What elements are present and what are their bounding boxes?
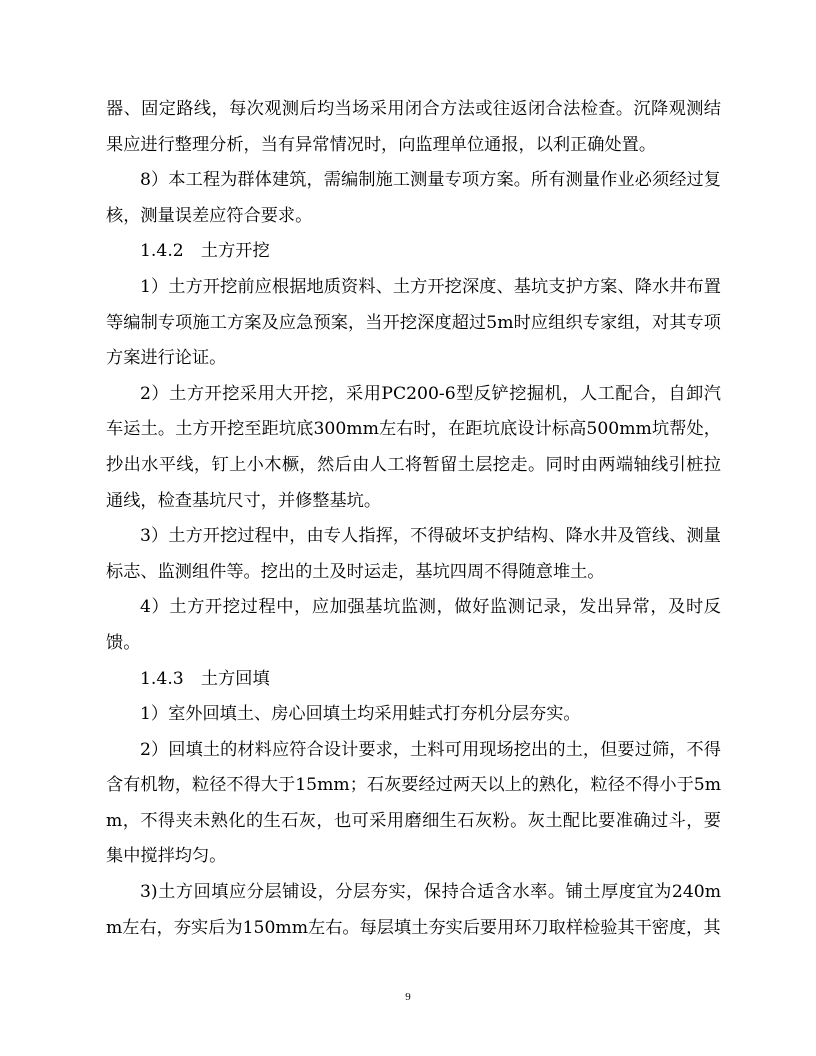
section-heading-1-4-2: 1.4.2 土方开挖 [140, 241, 270, 262]
paragraph-backfill-3: 3)土方回填应分层铺设，分层夯实，保持合适含水率。铺土厚度宜为240mm左右，夯实后为150mm左右。每层填土夯实后要用环刀取样检验其干密度，其 [106, 882, 721, 938]
paragraph-continuation: 器、固定路线，每次观测后均当场采用闭合方法或往返闭合法检查。沉降观测结果应进行整理分析，当有异常情况时，向监理单位通报，以利正确处置。 [106, 99, 721, 155]
paragraph-excavation-4: 4）土方开挖过程中，应加强基坑监测，做好监测记录，发出异常，及时反馈。 [106, 597, 721, 653]
paragraph-item-8: 8）本工程为群体建筑，需编制施工测量专项方案。所有测量作业必须经过复核，测量误差应符合要求。 [106, 170, 721, 226]
paragraph-backfill-1: 1）室外回填土、房心回填土均采用蛙式打夯机分层夯实。 [140, 704, 581, 725]
page-number: 9 [405, 991, 411, 1003]
paragraph-excavation-1: 1）土方开挖前应根据地质资料、土方开挖深度、基坑支护方案、降水井布置等编制专项施工方案及应急预案，当开挖深度超过5m时应组织专家组，对其专项方案进行论证。 [106, 276, 721, 369]
paragraph-excavation-3: 3）土方开挖过程中，由专人指挥，不得破坏支护结构、降水井及管线、测量标志、监测组件等。挖出的土及时运走，基坑四周不得随意堆土。 [106, 526, 721, 582]
section-heading-1-4-3: 1.4.3 土方回填 [140, 668, 270, 689]
page-body [106, 92, 721, 946]
paragraph-excavation-2: 2）土方开挖采用大开挖，采用PC200-6型反铲挖掘机，人工配合，自卸汽车运土。土方开挖至距坑底300mm左右时，在距坑底设计标高500mm坑帮处，抄出水平线，钉上小木橛，然后由人工将暂留土层挖走。同时由两端轴线引桩拉通线，检查基坑尺寸，并修整基坑。 [106, 383, 721, 511]
paragraph-backfill-2: 2）回填土的材料应符合设计要求，土料可用现场挖出的土，但要过筛，不得含有机物，粒径不得大于15mm；石灰要经过两天以上的熟化，粒径不得小于5mm，不得夹未熟化的生石灰，也可采用磨细生石灰粉。灰土配比要准确过斗，要集中搅拌均匀。 [106, 739, 721, 867]
